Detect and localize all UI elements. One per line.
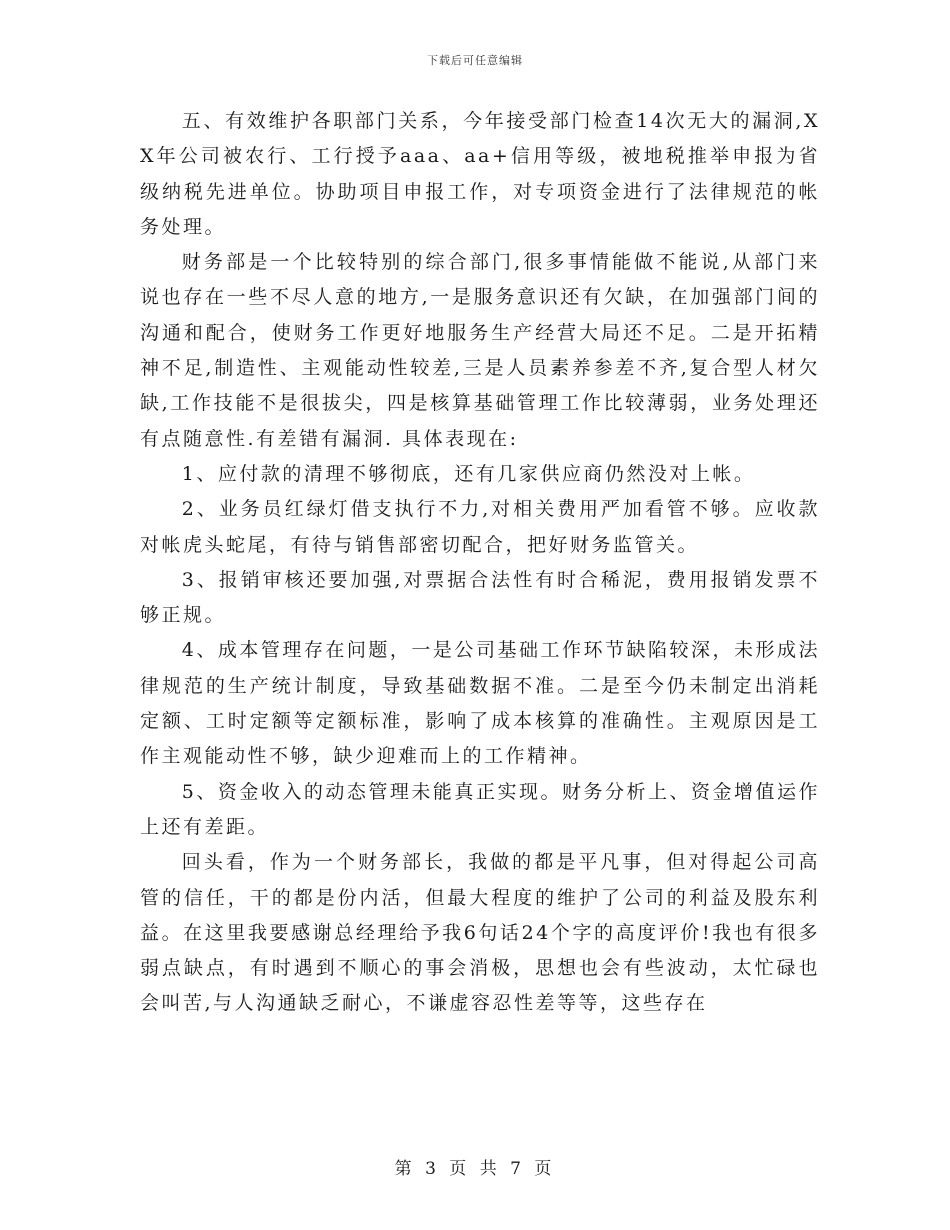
page-number-footer: 第 3 页 共 7 页 bbox=[394, 1159, 556, 1179]
document-body bbox=[140, 104, 820, 1022]
paragraph-finance-department: 财务部是一个比较特别的综合部门,很多事情能做不能说,从部门来说也存在一些不尽人意的地方,一是服务意识还有欠缺，在加强部门间的沟通和配合，使财务工作更好地服务生产经营大局还不足。二是开拓精神不足,制造性、主观能动性较差,三是人员素养参差不齐,复合型人材欠缺,工作技能不是很拔尖，四是核算基础管理工作比较薄弱，业务处理还有点随意性.有差错有漏洞. 具体表现在: bbox=[140, 251, 820, 450]
paragraph-item-4: 4、成本管理存在问题，一是公司基础工作环节缺陷较深，未形成法律规范的生产统计制度，导致基础数据不准。二是至今仍未制定出消耗定额、工时定额等定额标准，影响了成本核算的准确性。主观原因是工作主观能动性不够，缺少迎难而上的工作精神。 bbox=[140, 639, 820, 768]
paragraph-item-2: 2、业务员红绿灯借支执行不力,对相关费用严加看管不够。应收款对帐虎头蛇尾，有待与销售部密切配合，把好财务监管关。 bbox=[140, 498, 820, 556]
paragraph-item-1: 1、应付款的清理不够彻底，还有几家供应商仍然没对上帐。 bbox=[181, 462, 756, 485]
page-header-note: 下载后可任意编辑 bbox=[427, 54, 523, 67]
paragraph-item-3: 3、报销审核还要加强,对票据合法性有时合稀泥，费用报销发票不够正规。 bbox=[140, 568, 820, 627]
paragraph-5-department-relations: 五、有效维护各职部门关系，今年接受部门检查14次无大的漏洞,XX年公司被农行、工行授予aaa、aa+信用等级，被地税推举申报为省级纳税先进单位。协助项目申报工作，对专项资金进行了法律规范的帐务处理。 bbox=[140, 110, 820, 238]
paragraph-item-5: 5、资金收入的动态管理未能真正实现。财务分析上、资金增值运作上还有差距。 bbox=[140, 780, 820, 838]
paragraph-looking-back: 回头看，作为一个财务部长，我做的都是平凡事，但对得起公司高管的信任，干的都是份内活，但最大程度的维护了公司的利益及股东利益。在这里我要感谢总经理给予我6句话24个字的高度评价!我也有很多弱点缺点，有时遇到不顺心的事会消极，思想也会有些波动，太忙碌也会叫苦,与人沟通缺乏耐心，不谦虚容忍性差等等，这些存在 bbox=[140, 851, 820, 1015]
